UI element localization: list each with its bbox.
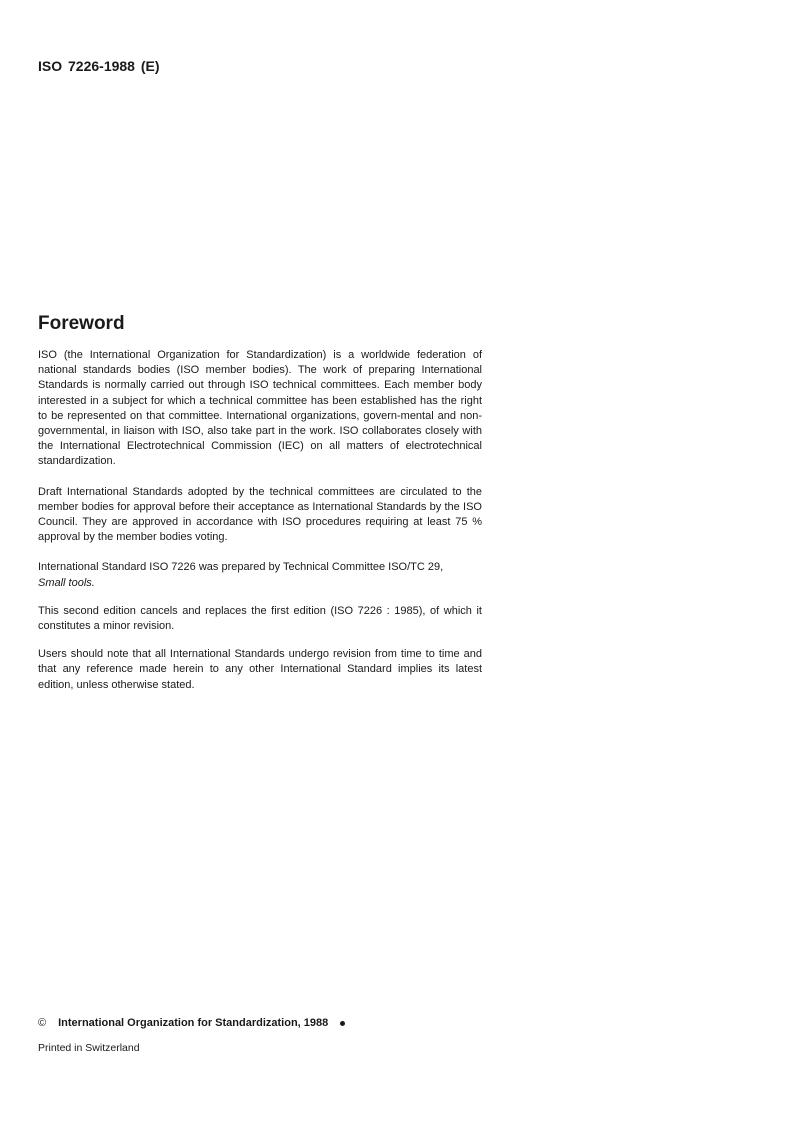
printed-location: Printed in Switzerland: [38, 1042, 140, 1054]
preparation-text: International Standard ISO 7226 was prepared by Technical Committee ISO/TC 29,: [38, 561, 444, 574]
paragraph-draft-standards: Draft International Standards adopted by the technical committees are circulated to the member bodies for approval before their acceptance as International Standards by the ISO Council. They are approved in accordance with ISO procedures requiring at least 75 % approval by the member bodies voting.: [38, 485, 482, 544]
copyright-line: [38, 1017, 345, 1029]
copyright-icon: ©: [38, 1017, 47, 1029]
committee-name: Small tools.: [38, 576, 95, 589]
bullet-icon: [340, 1021, 345, 1026]
paragraph-iso-intro: ISO (the International Organization for Standardization) is a worldwide federation of national standards bodies (ISO member bodies). The work of preparing International Standards is normally carried out through ISO technical committees. Each member body interested in a subject for which a technical committee has been established has the right to be represented on that committee. International organizations, govern-mental and non-governmental, in liaison with ISO, also take part in the work. ISO collaborates closely with the International Electrotechnical Commission (IEC) on all matters of electrotechnical standardization.: [38, 349, 482, 468]
copyright-text: International Organization for Standardization, 1988: [58, 1017, 329, 1029]
paragraph-revision-note: Users should note that all International Standards undergo revision from time to time and that any reference made herein to any other International Standard implies its latest edition, unless otherwise stated.: [38, 648, 482, 691]
foreword-body: [38, 348, 482, 708]
paragraph-edition: This second edition cancels and replaces the first edition (ISO 7226 : 1985), of which it constitutes a minor revision.: [38, 604, 482, 633]
paragraph-preparation: [38, 560, 482, 590]
document-id-header: ISO 7226-1988 (E): [38, 58, 160, 74]
page-title: Foreword: [38, 313, 125, 334]
